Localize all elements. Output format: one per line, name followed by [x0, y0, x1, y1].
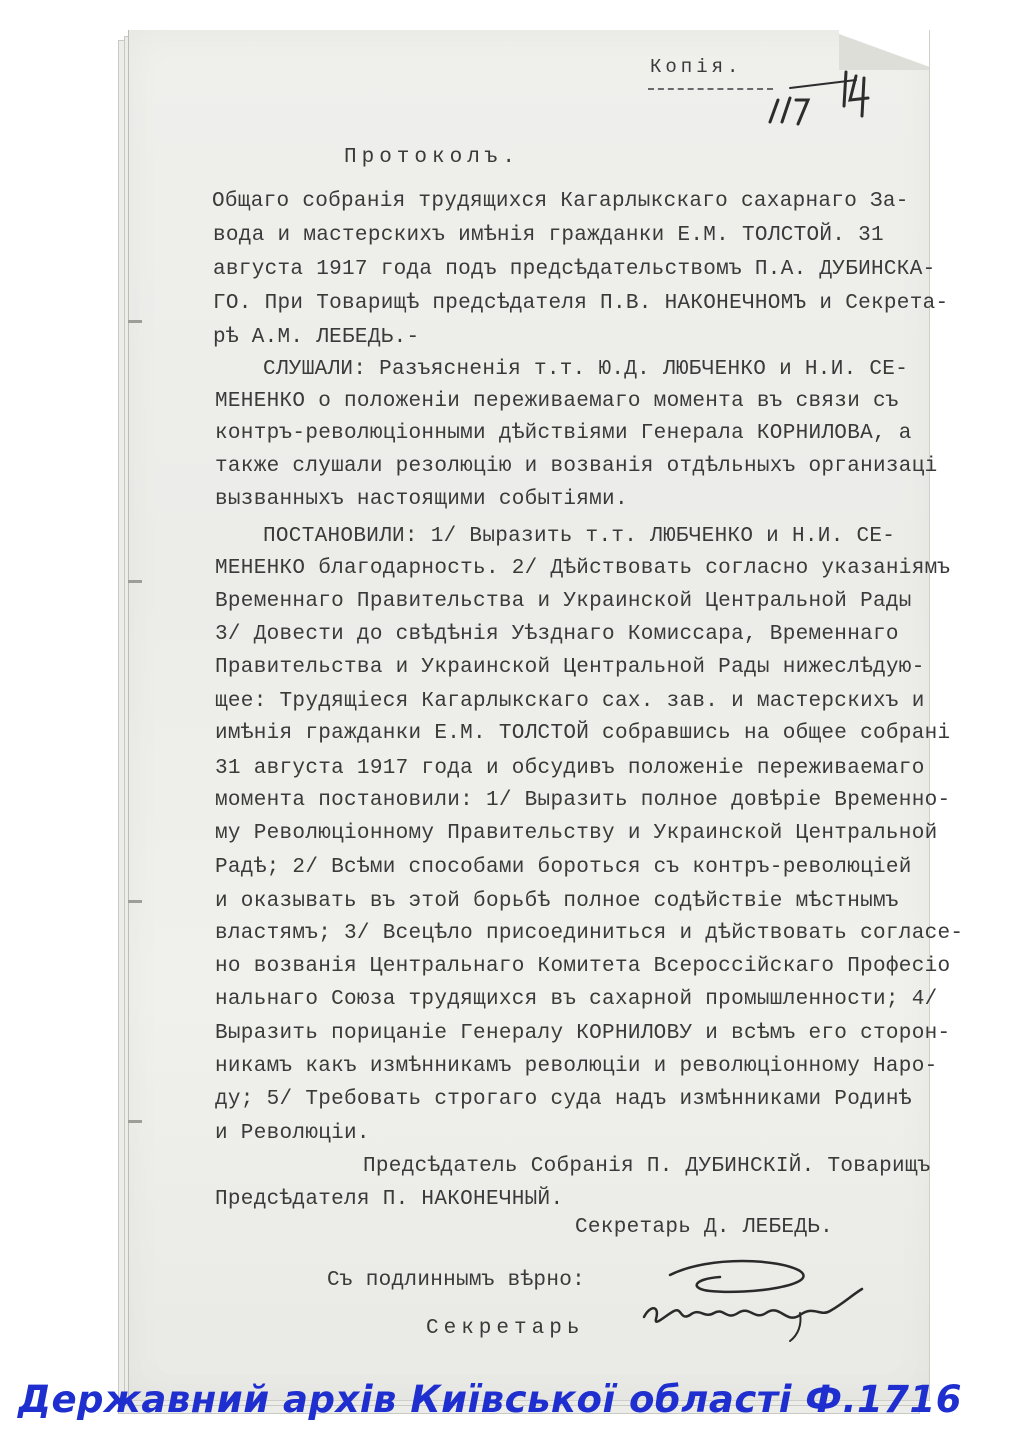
- body-line: контръ-революціонными дѣйствіями Генерала КОРНИЛОВА, а: [215, 422, 912, 445]
- copy-mark: Копія.: [650, 56, 743, 78]
- body-line: августа 1917 года подъ предсѣдательствомъ П.А. ДУБИНСКА-: [213, 258, 936, 281]
- body-line: вызванныхъ настоящими событіями.: [215, 488, 628, 511]
- body-line: щее: Трудящіеся Кагарлыкскаго сах. зав. и мастерскихъ и: [215, 690, 925, 713]
- body-line: никамъ какъ измѣнникамъ революціи и революціонному Наро-: [215, 1055, 938, 1078]
- body-line: имѣнія гражданки Е.М. ТОЛСТОЙ собравшись на общее собрані: [215, 722, 951, 745]
- document-title: Протоколъ.: [344, 146, 521, 169]
- body-line: ду; 5/ Требовать строгаго суда надъ измѣнниками Родинѣ: [215, 1088, 912, 1111]
- body-line: и Революціи.: [215, 1122, 370, 1145]
- body-line: СЛУШАЛИ: Разъясненія т.т. Ю.Д. ЛЮБЧЕНКО и Н.И. СЕ-: [263, 358, 909, 381]
- body-line: ПОСТАНОВИЛИ: 1/ Выразить т.т. ЛЮБЧЕНКО и Н.И. СЕ-: [263, 525, 896, 548]
- handwritten-signature: [630, 1255, 870, 1345]
- body-line: Правительства и Украинской Центральной Рады нижеслѣдую-: [215, 656, 925, 679]
- copy-mark-underline: [648, 88, 773, 90]
- body-line: Выразить порицаніе Генералу КОРНИЛОВУ и всѣмъ его сторон-: [215, 1022, 951, 1045]
- chairman-signature-line: Предсѣдатель Собранія П. ДУБИНСКІЙ. Товарищъ: [363, 1155, 931, 1178]
- edge-tear: [128, 900, 142, 903]
- body-line: 31 августа 1917 года и обсудивъ положеніе переживаемаго: [215, 757, 925, 780]
- body-line: Временнаго Правительства и Украинской Центральной Рады: [215, 590, 912, 613]
- body-line: 3/ Довести до свѣдѣнія Уѣзднаго Комиссара, Временнаго: [215, 623, 899, 646]
- secretary-signature-line: Секретарь Д. ЛЕБЕДЬ.: [575, 1216, 834, 1239]
- body-line: властямъ; 3/ Всецѣло присоединиться и дѣйствовать согласе-: [215, 922, 964, 945]
- edge-tear: [128, 1120, 142, 1123]
- certified-line: Съ подлиннымъ вѣрно:: [327, 1269, 586, 1292]
- body-line: му Революціонному Правительству и Украинской Центральной: [215, 822, 938, 845]
- body-line: Общаго собранія трудящихся Кагарлыкскаго сахарнаго За-: [212, 190, 909, 213]
- body-line: момента постановили: 1/ Выразить полное довѣріе Временно-: [215, 789, 951, 812]
- body-line: также слушали резолюцію и возванія отдѣльныхъ организаці: [215, 455, 938, 478]
- archive-number-handwritten: [760, 60, 880, 140]
- deputy-signature-line: Предсѣдателя П. НАКОНЕЧНЫЙ.: [215, 1188, 564, 1211]
- certified-secretary-label: Секретарь: [426, 1317, 585, 1340]
- body-line: и оказывать въ этой борьбѣ полное содѣйствіе мѣстнымъ: [215, 890, 899, 913]
- edge-tear: [128, 580, 142, 583]
- body-line: но возванія Центральнаго Комитета Всероссійскаго Професіо: [215, 955, 951, 978]
- body-line: ГО. При Товарищѣ предсѣдателя П.В. НАКОНЕЧНОМЪ и Секрета-: [213, 292, 949, 315]
- body-line: вода и мастерскихъ имѣнія гражданки Е.М. ТОЛСТОЙ. 31: [213, 224, 884, 247]
- body-line: нальнаго Союза трудящихся въ сахарной промышленности; 4/: [215, 988, 938, 1011]
- edge-tear: [128, 320, 142, 323]
- archive-watermark: Державний архів Київської області Ф.1716: [18, 1378, 963, 1421]
- body-line: МЕНЕНКО благодарность. 2/ Дѣйствовать согласно указаніямъ: [215, 557, 951, 580]
- body-line: рѣ А.М. ЛЕБЕДЬ.-: [213, 326, 420, 349]
- body-line: МЕНЕНКО о положеніи переживаемаго момента въ связи съ: [215, 390, 899, 413]
- body-line: Радѣ; 2/ Всѣми способами бороться съ контръ-революціей: [215, 856, 912, 879]
